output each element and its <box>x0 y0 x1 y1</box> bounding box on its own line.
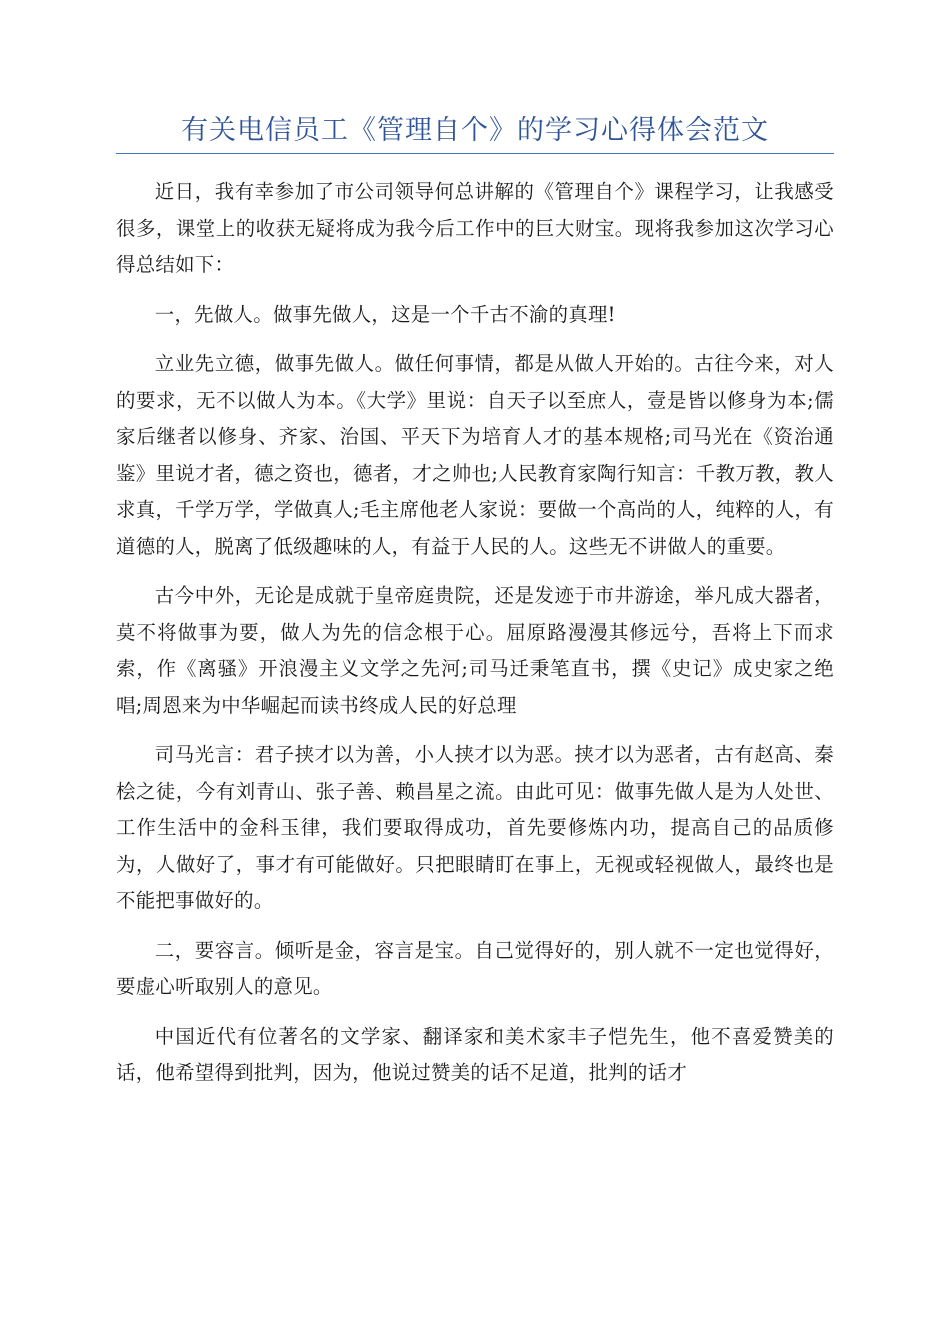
paragraph-feng-zikai: 中国近代有位著名的文学家、翻译家和美术家丰子恺先生，他不喜爱赞美的话，他希望得到批判，因为，他说过赞美的话不足道，批判的话才 <box>116 1024 834 1084</box>
paragraph-heading-1: 一，先做人。做事先做人，这是一个千古不渝的真理! <box>154 302 616 326</box>
paragraph-history: 古今中外，无论是成就于皇帝庭贵院，还是发迹于市井游途，举凡成大器者，莫不将做事为要，做人为先的信念根于心。屈原路漫漫其修远兮，吾将上下而求索，作《离骚》开浪漫主义文学之先河;司马迁秉笔直书，撰《史记》成史家之绝唱;周恩来为中华崛起而读书终成人民的好总理 <box>116 584 834 717</box>
paragraph-intro: 近日，我有幸参加了市公司领导何总讲解的《管理自个》课程学习，让我感受很多，课堂上的收获无疑将成为我今后工作中的巨大财宝。现将我参加这次学习心得总结如下： <box>116 180 834 276</box>
document-title: 有关电信员工《管理自个》的学习心得体会范文 <box>181 115 769 146</box>
paragraph-sima-guang: 司马光言：君子挟才以为善，小人挟才以为恶。挟才以为恶者，古有赵高、秦桧之徒，今有刘青山、张子善、赖昌星之流。由此可见：做事先做人是为人处世、工作生活中的金科玉律，我们要取得成功，首先要修炼内功，提高自己的品质修为，人做好了，事才有可能做好。只把眼睛盯在事上，无视或轻视做人，最终也是不能把事做好的。 <box>116 743 834 912</box>
paragraph-virtue: 立业先立德，做事先做人。做任何事情，都是从做人开始的。古往今来，对人的要求，无不以做人为本。《大学》里说：自天子以至庶人，壹是皆以修身为本;儒家后继者以修身、齐家、治国、平天下为培育人才的基本规格;司马光在《资治通鉴》里说才者，德之资也，德者，才之帅也;人民教育家陶行知言：千教万教，教人求真，千学万学，学做真人;毛主席他老人家说：要做一个高尚的人，纯粹的人，有道德的人，脱离了低级趣味的人，有益于人民的人。这些无不讲做人的重要。 <box>116 352 834 558</box>
document-body <box>116 174 834 1105</box>
paragraph-heading-2: 二，要容言。倾听是金，容言是宝。自己觉得好的，别人就不一定也觉得好，要虚心听取别人的意见。 <box>116 938 834 998</box>
title-underline <box>116 153 834 154</box>
